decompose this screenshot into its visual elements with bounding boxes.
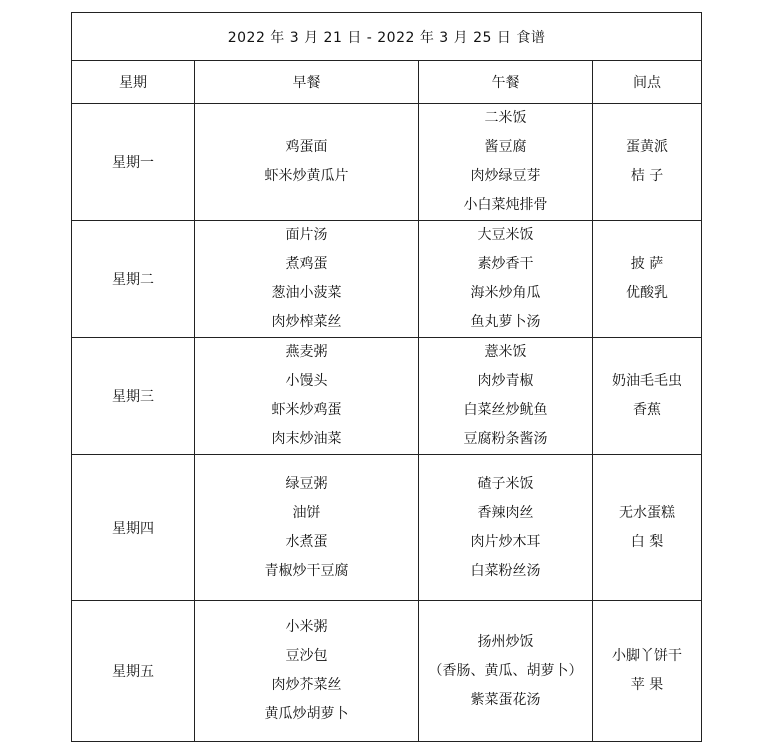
breakfast-items [195, 133, 418, 191]
dish-item: 油饼 [292, 504, 321, 521]
dish-item: 豆腐粉条酱汤 [463, 431, 548, 447]
dish-item: 优酸乳 [626, 285, 669, 301]
dish-item: 大豆米饭 [477, 227, 534, 243]
header-row [72, 61, 702, 104]
dish-item: 小馒头 [285, 373, 328, 389]
dish-item: 桔 子 [630, 168, 664, 184]
dish-item: 苹 果 [630, 677, 664, 693]
dish-item: 小脚丫饼干 [612, 648, 683, 664]
lunch-cell [419, 221, 593, 338]
dish-item: 酱豆腐 [484, 139, 527, 155]
dish-item: 碴子米饭 [477, 475, 534, 492]
dish-item: 无水蛋糕 [619, 504, 676, 521]
lunch-cell [419, 455, 593, 601]
breakfast-items [195, 221, 418, 337]
dish-item: 绿豆粥 [285, 475, 328, 492]
dish-item: 肉炒青椒 [477, 373, 534, 389]
snack-items [593, 499, 701, 557]
dish-item: 香蕉 [633, 402, 662, 418]
snack-cell [593, 221, 702, 338]
snack-cell [593, 455, 702, 601]
dish-item: 白菜粉丝汤 [470, 562, 541, 579]
dish-item: 肉炒芥菜丝 [271, 677, 342, 693]
table-row [72, 221, 702, 338]
dish-item: 披 萨 [630, 256, 664, 272]
lunch-cell [419, 104, 593, 221]
dish-item: 葱油小菠菜 [271, 285, 342, 301]
dish-item: 鸡蛋面 [285, 139, 328, 155]
dish-item: 水煮蛋 [285, 533, 328, 550]
breakfast-cell [195, 455, 419, 601]
dish-item: 青椒炒干豆腐 [264, 562, 349, 579]
breakfast-items [195, 338, 418, 454]
lunch-items [419, 221, 592, 337]
header-day: 星期 [72, 61, 195, 104]
dish-item: 奶油毛毛虫 [612, 373, 683, 389]
day-cell: 星期四 [72, 455, 195, 601]
dish-item: 虾米炒黄瓜片 [264, 168, 349, 184]
dish-item: 扬州炒饭 [477, 633, 534, 650]
dish-item: 虾米炒鸡蛋 [271, 402, 342, 418]
header-breakfast: 早餐 [195, 61, 419, 104]
dish-item: 紫菜蛋花汤 [470, 691, 541, 708]
breakfast-cell [195, 104, 419, 221]
breakfast-cell [195, 338, 419, 455]
header-snack: 间点 [593, 61, 702, 104]
dish-item: 二米饭 [484, 110, 527, 126]
dish-item: 肉炒绿豆芽 [470, 168, 541, 184]
lunch-cell [419, 338, 593, 455]
dish-item: 素炒香干 [477, 256, 534, 272]
weekly-menu-table [71, 12, 702, 742]
snack-cell [593, 338, 702, 455]
lunch-items [419, 104, 592, 220]
day-cell: 星期一 [72, 104, 195, 221]
breakfast-items [195, 613, 418, 729]
snack-items [593, 133, 701, 191]
snack-items [593, 642, 701, 700]
dish-item: 面片汤 [285, 227, 328, 243]
lunch-items [419, 338, 592, 454]
dish-item: 黄瓜炒胡萝卜 [264, 706, 349, 722]
table-row [72, 455, 702, 601]
snack-items [593, 250, 701, 308]
lunch-items [419, 628, 592, 715]
snack-cell [593, 601, 702, 742]
dish-item: 香辣肉丝 [477, 504, 534, 521]
day-cell: 星期五 [72, 601, 195, 742]
dish-item: 肉炒榨菜丝 [271, 314, 342, 330]
dish-item: 煮鸡蛋 [285, 256, 328, 272]
header-lunch: 午餐 [419, 61, 593, 104]
dish-item: 海米炒角瓜 [470, 285, 541, 301]
menu-title: 2022 年 3 月 21 日 - 2022 年 3 月 25 日 食谱 [72, 13, 702, 61]
dish-item: 小米粥 [285, 619, 328, 635]
breakfast-cell [195, 601, 419, 742]
dish-item: 蛋黄派 [626, 139, 669, 155]
lunch-items [419, 470, 592, 586]
dish-item: 肉末炒油菜 [271, 431, 342, 447]
snack-items [593, 367, 701, 425]
dish-item: 燕麦粥 [285, 344, 328, 360]
table-row [72, 104, 702, 221]
dish-item: 鱼丸萝卜汤 [470, 314, 541, 330]
dish-item: 薏米饭 [484, 344, 527, 360]
dish-item: 肉片炒木耳 [470, 533, 541, 550]
dish-item: 白 梨 [630, 533, 664, 550]
snack-cell [593, 104, 702, 221]
breakfast-items [195, 470, 418, 586]
table-row [72, 601, 702, 742]
dish-item: （香肠、黄瓜、胡萝卜） [428, 662, 583, 679]
day-cell: 星期三 [72, 338, 195, 455]
table-row [72, 338, 702, 455]
dish-item: 白菜丝炒鱿鱼 [463, 402, 548, 418]
lunch-cell [419, 601, 593, 742]
day-cell: 星期二 [72, 221, 195, 338]
dish-item: 小白菜炖排骨 [463, 197, 548, 213]
breakfast-cell [195, 221, 419, 338]
dish-item: 豆沙包 [285, 648, 328, 664]
